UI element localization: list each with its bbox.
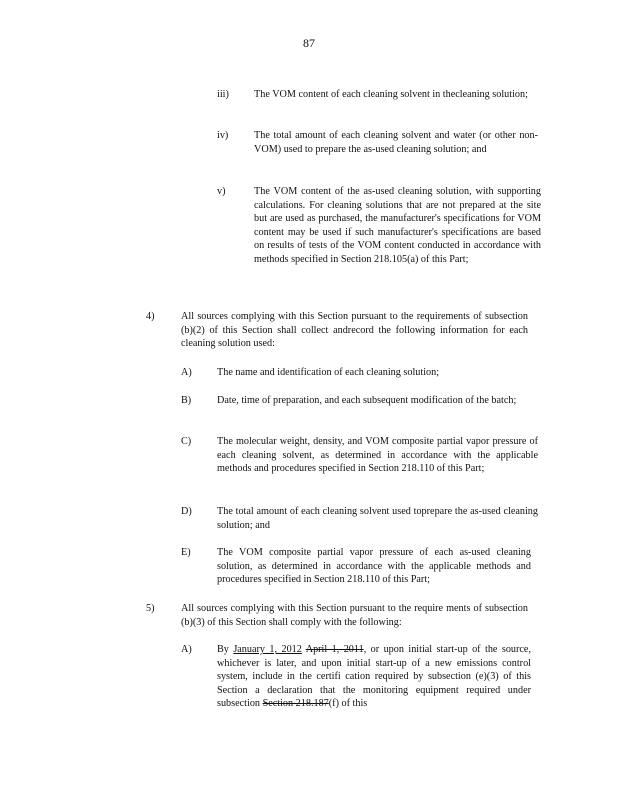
item-label: A): [181, 644, 192, 655]
item-label: A): [181, 367, 192, 378]
item-text: The total amount of each cleaning solvent and water (or other non-VOM) used to prepare the as-used cleaning solution; and: [254, 130, 538, 155]
deleted-text: Section 218.187: [262, 698, 329, 710]
item-label: B): [181, 395, 192, 406]
item-label: iv): [217, 130, 229, 141]
item-label: D): [181, 506, 192, 517]
deleted-text: April 1, 2011: [305, 644, 364, 655]
item-label: v): [217, 186, 226, 197]
item-label: 4): [146, 311, 155, 322]
item-text: The molecular weight, density, and VOM composite partial vapor pressure of each cleaning solvent, as determined in accordance with the applicable methods and procedures specified in Section 218.110 of this Part;: [217, 436, 538, 475]
text-run: By: [217, 644, 234, 655]
item-text: The name and identification of each cleaning solution;: [217, 367, 440, 378]
text-run: , or upon initial start-up of the source, whichever is later, and upon initial start-up of a new emissions control system, include in the certifi cation required by subsection (e)(3) of this Section a declaration that the monitoring equipment required under subsection: [217, 644, 531, 710]
text-run: (f) of this: [328, 698, 368, 710]
inserted-text: January 1, 2012: [233, 644, 302, 655]
item-text: [217, 643, 531, 711]
item-label: E): [181, 547, 191, 558]
item-label: 5): [146, 603, 155, 614]
item-text: Date, time of preparation, and each subsequent modification of the batch;: [217, 395, 517, 406]
item-text: The VOM composite partial vapor pressure of each as-used cleaning solution, as determined in accordance with the applicable methods and procedures specified in Section 218.110 of this Part;: [217, 547, 531, 586]
item-label: C): [181, 436, 192, 447]
item-label: iii): [217, 89, 229, 100]
item-text: All sources complying with this Section pursuant to the requirements of subsection (b)(2) of this Section shall collect andrecord the following information for each cleaning solution used:: [181, 311, 528, 350]
page-number: 87: [303, 36, 315, 50]
item-text: All sources complying with this Section pursuant to the require ments of subsection (b)(3) of this Section shall comply with the following:: [181, 603, 528, 628]
item-text: The VOM content of the as-used cleaning solution, with supporting calculations. For cleaning solutions that are not prepared at the site but are used as purchased, the manufacturer's specifications for VOM content may be used if such manufacturer's specifications are based on results of tests of the VOM content conducted in accordance with methods specified in Section 218.105(a) of this Part;: [254, 186, 541, 265]
item-text: The VOM content of each cleaning solvent in thecleaning solution;: [254, 89, 528, 100]
item-text: The total amount of each cleaning solvent used toprepare the as-used cleaning solution; and: [217, 506, 538, 531]
